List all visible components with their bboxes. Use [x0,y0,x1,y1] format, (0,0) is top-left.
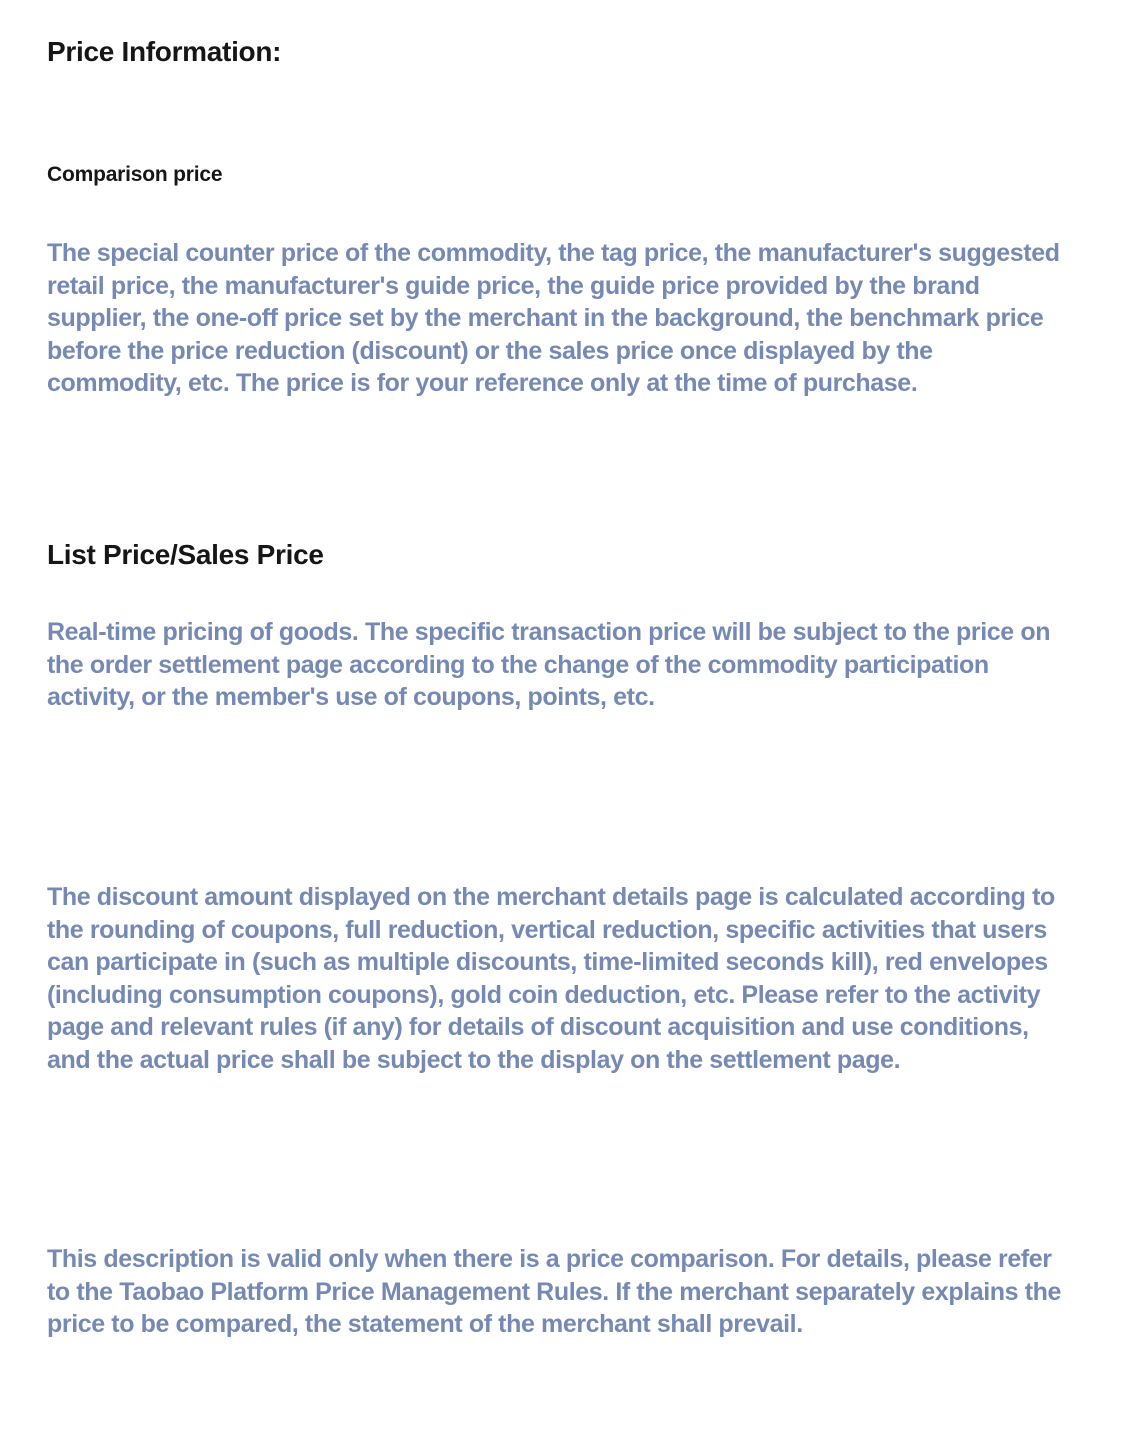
list-price-heading: List Price/Sales Price [47,539,324,570]
discount-amount-description: The discount amount displayed on the merchant details page is calculated according to the rounding of coupons, full reduction, vertical reduction, specific activities that users can participate in (such as multiple discounts, time-limited seconds kill), red envelopes (including consumption coupons), gold coin deduction, etc. Please refer to the activity page and relevant rules (if any) for details of discount acquisition and use conditions, and the actual price shall be subject to the display on the settlement page. [47,883,1055,1074]
comparison-price-heading: Comparison price [47,163,223,186]
list-price-description: Real-time pricing of goods. The specific transaction price will be subject to the price on the order settlement page according to the change of the commodity participation activity, or the member's use of coupons, points, etc. [47,618,1051,711]
page-title: Price Information: [47,36,282,67]
price-comparison-note: This description is valid only when there is a price comparison. For details, please refer to the Taobao Platform Price Management Rules. If the merchant separately explains the price to be compared, the statement of the merchant shall prevail. [47,1245,1062,1338]
comparison-price-description: The special counter price of the commodity, the tag price, the manufacturer's suggested retail price, the manufacturer's guide price, the guide price provided by the brand supplier, the one-off price set by the merchant in the background, the benchmark price before the price reduction (discount) or the sales price once displayed by the commodity, etc. The price is for your reference only at the time of purchase. [47,239,1060,397]
